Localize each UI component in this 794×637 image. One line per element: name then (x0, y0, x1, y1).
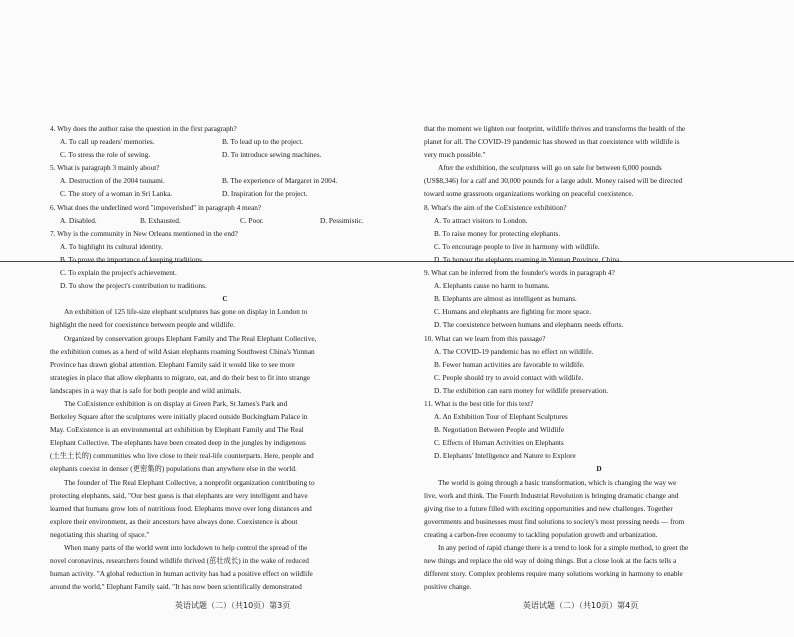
page-footer-right: 英语试题（二）（共10页）第4页 (523, 601, 639, 610)
text-line: Elephant Collective. The elephants have been created deep in the jungles by indigenous (50, 438, 306, 448)
text-line: strategies in place that allow elephants to migrate, eat, and do their best to fit into strange (50, 372, 311, 382)
text-line: (US$8,346) for a calf and 30,000 pounds for a large adult. Money raised will be directed (424, 176, 683, 186)
question-9-stem: 9. What can be inferred from the founder's words in paragraph 4? (424, 268, 615, 278)
question-11-stem: 11. What is the best title for this text? (424, 398, 534, 408)
text-line: After the exhibition, the sculptures will go on sale for between 6,000 pounds (438, 163, 662, 173)
q10-option-b: B. Fewer human activities are favorable to wildlife. (434, 359, 585, 369)
text-line: Berkeley Square after the sculptures were initially placed outside Buckingham Palace in (50, 412, 308, 422)
passage-d-paragraph-1 (424, 476, 774, 541)
text-line: Organized by conservation groups Elephant Family and The Real Elephant Collective, (64, 333, 317, 343)
section-c-heading: C (222, 294, 228, 304)
q11-option-b: B. Negotiation Between People and Wildlife (434, 425, 565, 435)
q6-option-a: A. Disabled. (60, 215, 97, 225)
q6-option-d: D. Pessimistic. (320, 215, 364, 225)
text-line: positive change. (424, 582, 472, 592)
text-line: Province has drawn global attention. Elephant Family said it would like to see more (50, 359, 295, 369)
q8-option-d: D. To honour the elephants roaming in Yunnan Province, China. (434, 254, 622, 264)
text-line: The CoExistence exhibition is on display at Green Park, St James's Park and (64, 398, 288, 408)
question-5-stem: 5. What is paragraph 3 mainly about? (50, 163, 160, 173)
text-line: giving rise to a future filled with exciting opportunities and new challenges. Together (424, 503, 673, 513)
passage-c-continued-paragraph (424, 122, 774, 161)
passage-c-paragraph-4 (50, 476, 400, 541)
text-line: toward some grassroots organizations working on peaceful coexistence. (424, 189, 634, 199)
passage-d-paragraph-2 (424, 541, 774, 593)
q11-option-d: D. Elephants' Intelligence and Nature to Explore (434, 451, 576, 461)
q4-option-b: B. To lead up to the project. (222, 137, 304, 147)
q10-option-d: D. The exhibition can earn money for wildlife preservation. (434, 385, 609, 395)
q4-option-c: C. To stress the role of sewing. (60, 150, 151, 160)
text-line: highlight the need for coexistence between people and wildlife. (50, 320, 235, 330)
right-page (424, 122, 774, 593)
q5-option-a: A. Destruction of the 2004 tsunami. (60, 176, 165, 186)
text-line: (土生土长的) communities who live close to their real-life counterparts. Here, people and (50, 451, 314, 461)
section-d-heading: D (596, 464, 602, 474)
text-line: The founder of The Real Elephant Collective, a nonprofit organization contributing to (64, 477, 315, 487)
q9-option-b: B. Elephants are almost as intelligent as humans. (434, 294, 577, 304)
question-10-stem: 10. What can we learn from this passage? (424, 333, 546, 343)
text-line: very much possible." (424, 150, 486, 160)
text-line: explore their environment, as their ancestors have always done. Coexistence is about (50, 516, 298, 526)
question-6-stem: 6. What does the underlined word "impoverished" in paragraph 4 mean? (50, 202, 262, 212)
text-line: landscapes in a way that is safe for both people and wild animals. (50, 385, 242, 395)
passage-c-paragraph-2 (50, 332, 400, 397)
q8-option-a: A. To attract visitors to London. (434, 215, 528, 225)
q7-option-b: B. To prove the importance of keeping traditions. (60, 254, 204, 264)
text-line: creating a carbon-free economy to tackling population growth and urbanization. (424, 529, 658, 539)
passage-c-paragraph-3 (50, 397, 400, 476)
text-line: In any period of rapid change there is a trend to look for a simple method, to greet the (438, 543, 689, 552)
question-7-stem: 7. Why is the community in New Orleans mentioned in the end? (50, 228, 238, 238)
text-line: around the world," Elephant Family said. "It has now been scientifically demonstrated (50, 582, 302, 592)
text-line: governments and businesses must find solutions to society's most pressing needs — from (424, 516, 685, 526)
q11-option-a: A. An Exhibition Tour of Elephant Sculptures (434, 412, 568, 422)
text-line: The world is going through a basic transformation, which is changing the way we (438, 477, 677, 487)
text-line: the exhibition comes as a herd of wild Asian elephants roaming Southwest China's Yunnan (50, 346, 315, 356)
q4-option-a: A. To call up readers' memories. (60, 137, 155, 147)
q5-option-c: C. The story of a woman in Sri Lanka. (60, 189, 173, 199)
question-4-options-row2 (50, 148, 400, 161)
text-line: live, work and think. The Fourth Industrial Revolution is bringing dramatic change and (424, 490, 679, 500)
passage-c-paragraph-1 (50, 305, 400, 331)
q6-option-b: B. Exhausted. (140, 215, 181, 225)
question-5-options-row1 (50, 174, 400, 187)
text-line: human activity. "A global reduction in human activity has had a positive effect on wildlife (50, 569, 313, 579)
text-line: that the moment we lighten our footprint, wildlife thrives and transforms the health of the (424, 124, 686, 133)
text-line: elephants coexist in denser (更密集的) populations than anywhere else in the world. (50, 464, 297, 474)
q5-option-b: B. The experience of Margaret in 2004. (222, 176, 338, 186)
question-4-stem: 4. Why does the author raise the question in the first paragraph? (50, 124, 237, 133)
q9-option-c: C. Humans and elephants are fighting for more space. (434, 307, 592, 317)
text-line: new things and replace the old way of doing things. But a close look at the facts tells a (424, 556, 677, 566)
left-page (50, 122, 400, 593)
q8-option-c: C. To encourage people to live in harmony with wildlife. (434, 241, 600, 251)
q11-option-c: C. Effects of Human Activities on Elephants (434, 438, 564, 448)
question-5-options-row2 (50, 187, 400, 200)
text-line: planet for all. The COVID-19 pandemic has showed us that coexistence with wildlife is (424, 137, 680, 147)
q7-option-d: D. To show the project's contribution to traditions. (60, 281, 207, 291)
q5-option-d: D. Inspiration for the project. (222, 189, 308, 199)
q10-option-c: C. People should try to avoid contact with wildlife. (434, 372, 584, 382)
text-line: different story. Complex problems require many solutions working in harmony to enable (424, 569, 683, 579)
q10-option-a: A. The COVID-19 pandemic has no effect on wildlife. (434, 346, 594, 356)
text-line: protecting elephants, said, "Our best guess is that elephants are very intelligent and have (50, 490, 308, 500)
text-line: learned that humans grow lots of nutritious food. Elephants move over long distances and (50, 503, 312, 513)
text-line: An exhibition of 125 life-size elephant sculptures has gone on display in London to (64, 307, 308, 317)
text-line: May. CoExistence is an environmental art exhibition by Elephant Family and The Real (50, 425, 304, 435)
q8-option-b: B. To raise money for protecting elephants. (434, 228, 561, 238)
page-footer-left: 英语试题（二）（共10页）第3页 (175, 601, 291, 610)
question-8-stem: 8. What's the aim of the CoExistence exhibition? (424, 202, 567, 212)
question-4-options-row1 (50, 135, 400, 148)
text-line: When many parts of the world went into lockdown to help control the spread of the (64, 543, 308, 552)
q9-option-a: A. Elephants cause no harm to humans. (434, 281, 550, 291)
passage-c-paragraph-5 (50, 541, 400, 593)
text-line: negotiating this sharing of space." (50, 529, 150, 539)
q6-option-c: C. Poor. (240, 215, 264, 225)
question-6-options (50, 214, 400, 227)
q4-option-d: D. To introduce sewing machines. (222, 150, 322, 160)
text-line: novel coronavirus, researchers found wildlife thrived (茁壮成长) in the wake of reduced (50, 556, 309, 566)
q7-option-c: C. To explain the project's achievement. (60, 268, 177, 278)
q7-option-a: A. To highlight its cultural identity. (60, 241, 163, 251)
passage-c-paragraph-6 (424, 161, 774, 200)
q9-option-d: D. The coexistence between humans and elephants needs efforts. (434, 320, 624, 330)
